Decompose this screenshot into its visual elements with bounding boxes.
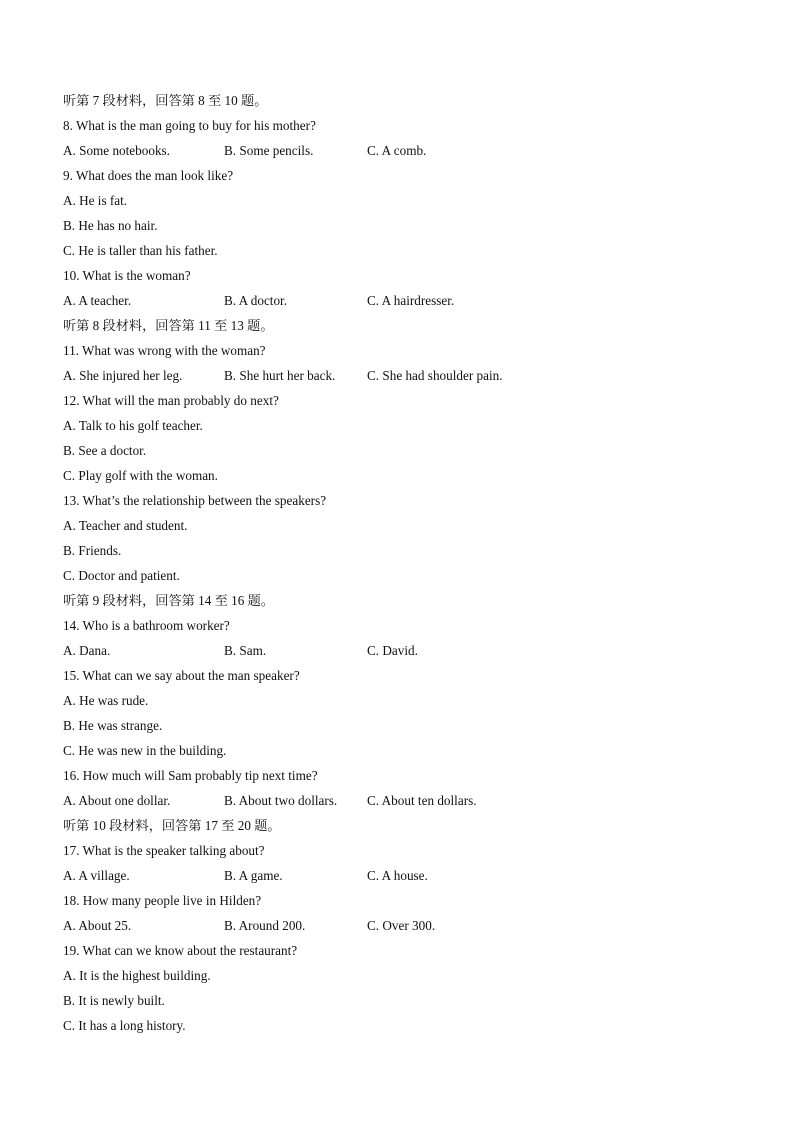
question-text: 19. What can we know about the restaurant?	[63, 943, 298, 958]
section-instruction: 听第 7 段材料，回答第 8 至 10 题。	[63, 93, 268, 108]
options-row	[63, 288, 743, 313]
question-text: 16. How much will Sam probably tip next time?	[63, 768, 318, 783]
answer-option: A. Some notebooks.	[63, 143, 170, 158]
section-instruction: 听第 8 段材料，回答第 11 至 13 题。	[63, 318, 274, 333]
answer-option: B. A doctor.	[224, 293, 288, 308]
question-text: 12. What will the man probably do next?	[63, 393, 279, 408]
answer-option: B. A game.	[224, 868, 283, 883]
question-text: 9. What does the man look like?	[63, 168, 234, 183]
answer-option: A. A village.	[63, 868, 130, 883]
answer-option: A. About 25.	[63, 918, 132, 933]
answer-option: B. See a doctor.	[63, 443, 147, 458]
section-instruction: 听第 10 段材料，回答第 17 至 20 题。	[63, 818, 281, 833]
question-text: 10. What is the woman?	[63, 268, 191, 283]
options-row	[63, 788, 743, 813]
answer-option: C. He is taller than his father.	[63, 243, 218, 258]
question-text: 14. Who is a bathroom worker?	[63, 618, 230, 633]
exam-page-content	[63, 88, 743, 1038]
answer-option: C. Doctor and patient.	[63, 568, 180, 583]
section-instruction: 听第 9 段材料，回答第 14 至 16 题。	[63, 593, 274, 608]
answer-option: B. He has no hair.	[63, 218, 158, 233]
answer-option: A. She injured her leg.	[63, 368, 183, 383]
answer-option: C. A comb.	[367, 143, 427, 158]
options-row	[63, 913, 743, 938]
answer-option: C. It has a long history.	[63, 1018, 186, 1033]
answer-option: B. Friends.	[63, 543, 122, 558]
answer-option: C. A hairdresser.	[367, 293, 455, 308]
answer-option: B. About two dollars.	[224, 793, 338, 808]
answer-option: A. He is fat.	[63, 193, 128, 208]
question-text: 13. What’s the relationship between the speakers?	[63, 493, 327, 508]
answer-option: C. He was new in the building.	[63, 743, 227, 758]
answer-option: A. Teacher and student.	[63, 518, 188, 533]
options-row	[63, 863, 743, 888]
question-text: 15. What can we say about the man speaker?	[63, 668, 300, 683]
options-row	[63, 638, 743, 663]
answer-option: B. She hurt her back.	[224, 368, 336, 383]
answer-option: A. About one dollar.	[63, 793, 171, 808]
question-text: 18. How many people live in Hilden?	[63, 893, 262, 908]
question-text: 17. What is the speaker talking about?	[63, 843, 265, 858]
answer-option: C. A house.	[367, 868, 428, 883]
answer-option: B. Around 200.	[224, 918, 306, 933]
answer-option: C. She had shoulder pain.	[367, 368, 503, 383]
answer-option: C. Play golf with the woman.	[63, 468, 218, 483]
answer-option: A. It is the highest building.	[63, 968, 211, 983]
answer-option: B. Some pencils.	[224, 143, 314, 158]
answer-option: B. Sam.	[224, 643, 267, 658]
answer-option: C. About ten dollars.	[367, 793, 477, 808]
answer-option: B. It is newly built.	[63, 993, 165, 1008]
answer-option: A. A teacher.	[63, 293, 132, 308]
options-row	[63, 363, 743, 388]
answer-option: B. He was strange.	[63, 718, 163, 733]
options-row	[63, 138, 743, 163]
answer-option: A. Talk to his golf teacher.	[63, 418, 203, 433]
answer-option: C. David.	[367, 643, 418, 658]
answer-option: A. He was rude.	[63, 693, 149, 708]
answer-option: C. Over 300.	[367, 918, 436, 933]
question-text: 8. What is the man going to buy for his mother?	[63, 118, 316, 133]
question-text: 11. What was wrong with the woman?	[63, 343, 266, 358]
answer-option: A. Dana.	[63, 643, 111, 658]
